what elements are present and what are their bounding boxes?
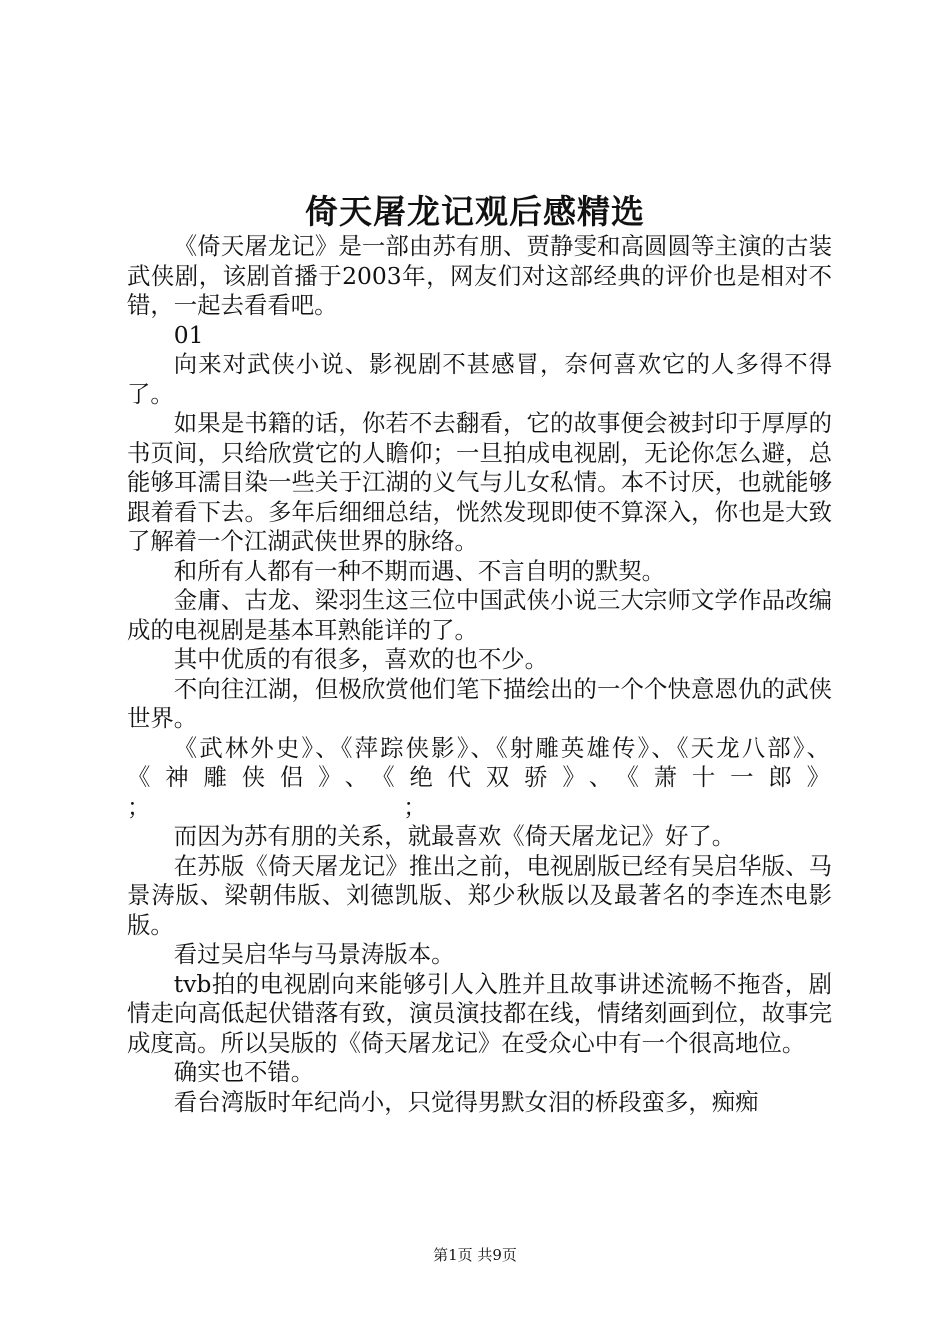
paragraph: tvb拍的电视剧向来能够引人入胜并且故事讲述流畅不拖沓，剧情走向高低起伏错落有致，演员演技都在线，情绪刻画到位，故事完成度高。所以吴版的《倚天屠龙记》在受众心中有一个很高地位。 bbox=[127, 969, 832, 1057]
paragraph: 看过吴启华与马景涛版本。 bbox=[173, 940, 455, 968]
paragraph: 金庸、古龙、梁羽生这三位中国武侠小说三大宗师文学作品改编成的电视剧是基本耳熟能详的了。 bbox=[127, 586, 832, 644]
paragraph: 确实也不错。 bbox=[173, 1058, 315, 1086]
paragraph: 其中优质的有很多，喜欢的也不少。 bbox=[173, 645, 549, 673]
paragraph: 而因为苏有朋的关系，就最喜欢《倚天屠龙记》好了。 bbox=[173, 822, 736, 850]
document-body bbox=[127, 232, 832, 1117]
paragraph: 如果是书籍的话，你若不去翻看，它的故事便会被封印于厚厚的书页间，只给欣赏它的人瞻仰；一旦拍成电视剧，无论你怎么避，总能够耳濡目染一些关于江湖的义气与儿女私情。本不讨厌，也就能够跟着看下去。多年后细细总结，恍然发现即使不算深入，你也是大致了解着一个江湖武侠世界的脉络。 bbox=[127, 409, 832, 555]
paragraph-punctuation: ； ； bbox=[127, 792, 427, 821]
paragraph: 在苏版《倚天屠龙记》推出之前，电视剧版已经有吴启华版、马景涛版、梁朝伟版、刘德凯版、郑少秋版以及最著名的李连杰电影版。 bbox=[127, 851, 832, 939]
page-number: 第1页 共9页 bbox=[433, 1246, 517, 1264]
paragraph-intro: 《倚天屠龙记》是一部由苏有朋、贾静雯和高圆圆等主演的古装武侠剧，该剧首播于2003年，网友们对这部经典的评价也是相对不错，一起去看看吧。 bbox=[127, 232, 832, 319]
paragraph: 向来对武侠小说、影视剧不甚感冒，奈何喜欢它的人多得不得了。 bbox=[127, 350, 832, 408]
paragraph: 和所有人都有一种不期而遇、不言自明的默契。 bbox=[173, 556, 665, 585]
document-title: 倚天屠龙记观后感精选 bbox=[305, 192, 645, 231]
paragraph: 看台湾版时年纪尚小，只觉得男默女泪的桥段蛮多，痴痴 bbox=[173, 1087, 759, 1116]
paragraph-drama-list: 《武林外史》、《萍踪侠影》、《射雕英雄传》、《天龙八部》、《神雕侠侣》、《绝代双骄》、《萧十一郎》 bbox=[127, 733, 832, 791]
section-number: 01 bbox=[173, 320, 204, 349]
paragraph: 不向往江湖，但极欣赏他们笔下描绘出的一个个快意恩仇的武侠世界。 bbox=[127, 674, 832, 732]
